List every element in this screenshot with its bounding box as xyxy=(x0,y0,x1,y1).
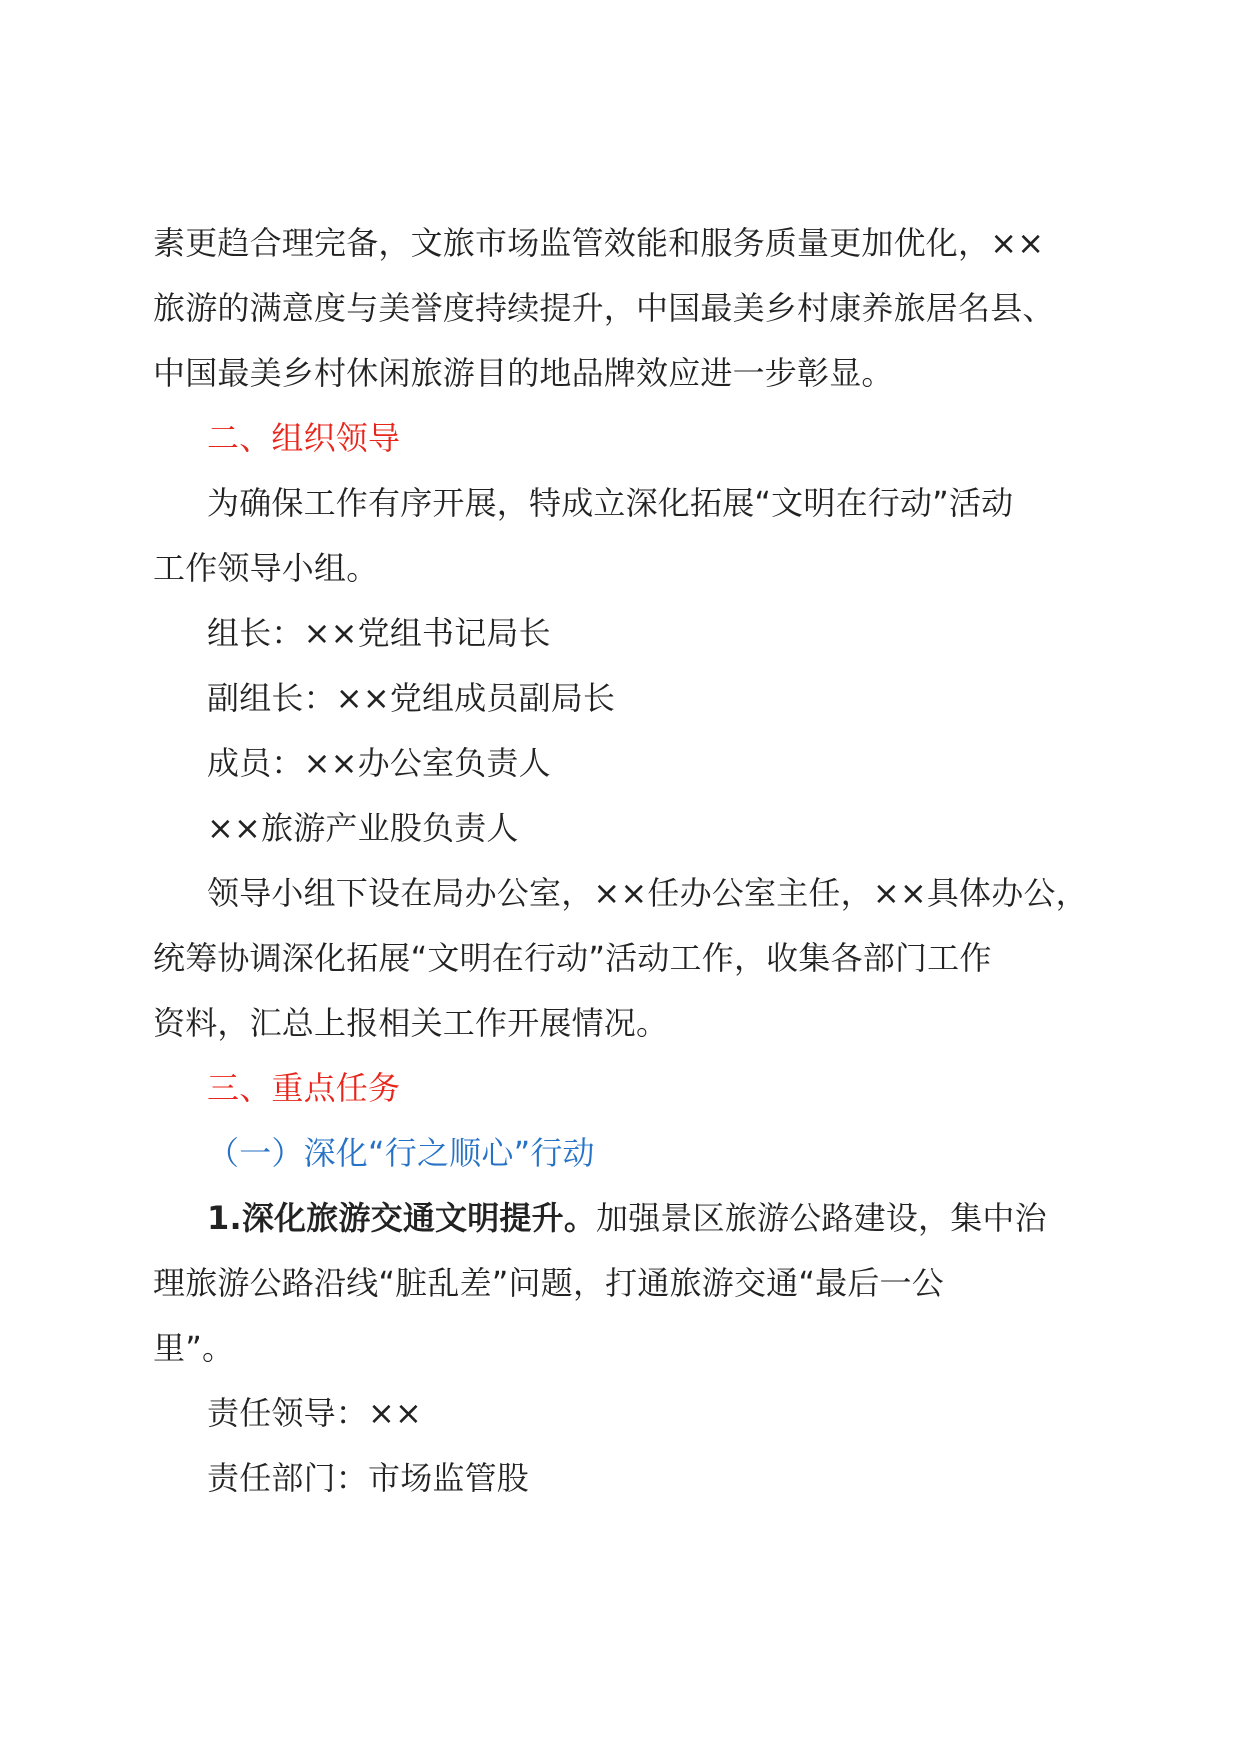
task-item-1-line-3: 里”。 xyxy=(153,1329,235,1367)
intro-line-2: 旅游的满意度与美誉度持续提升，中国最美乡村康养旅居名县、 xyxy=(153,289,1055,327)
intro-paragraph xyxy=(153,211,1113,406)
task-item-1 xyxy=(153,1186,1113,1381)
intro-line-1: 素更趋合理完备，文旅市场监管效能和服务质量更加优化，×× xyxy=(153,224,1045,262)
responsible-department: 责任部门：市场监管股 xyxy=(207,1459,530,1497)
task-item-1-line-1 xyxy=(153,1186,1113,1251)
team-deputy-leader: 副组长：××党组成员副局长 xyxy=(207,679,616,717)
task-item-1-line-2: 理旅游公路沿线“脏乱差”问题，打通旅游交通“最后一公 xyxy=(153,1264,944,1302)
team-leader: 组长：××党组书记局长 xyxy=(207,614,551,652)
section-heading-organization: 二、组织领导 xyxy=(207,419,401,457)
organization-line-2: 工作领导小组。 xyxy=(153,549,379,587)
task-item-1-title: 1.深化旅游交通文明提升。 xyxy=(207,1199,597,1237)
team-member-2: ××旅游产业股负责人 xyxy=(207,809,519,847)
office-paragraph xyxy=(153,861,1113,1056)
organization-line-1: 为确保工作有序开展，特成立深化拓展“文明在行动”活动 xyxy=(207,484,1014,522)
organization-paragraph xyxy=(153,471,1113,601)
office-line-3: 资料，汇总上报相关工作开展情况。 xyxy=(153,1004,669,1042)
document-body xyxy=(153,211,1113,1511)
intro-line-3: 中国最美乡村休闲旅游目的地品牌效应进一步彰显。 xyxy=(153,354,894,392)
office-line-1: 领导小组下设在局办公室，××任办公室主任，××具体办公， xyxy=(207,874,1088,912)
office-line-2: 统筹协调深化拓展“文明在行动”活动工作，收集各部门工作 xyxy=(153,939,992,977)
section-heading-key-tasks: 三、重点任务 xyxy=(207,1069,401,1107)
responsible-leader: 责任领导：×× xyxy=(207,1394,423,1432)
task-item-1-text-1: 加强景区旅游公路建设，集中治 xyxy=(596,1199,1047,1237)
team-members: 成员：××办公室负责人 xyxy=(207,744,551,782)
subsection-heading-1: （一）深化“行之顺心”行动 xyxy=(207,1134,595,1172)
